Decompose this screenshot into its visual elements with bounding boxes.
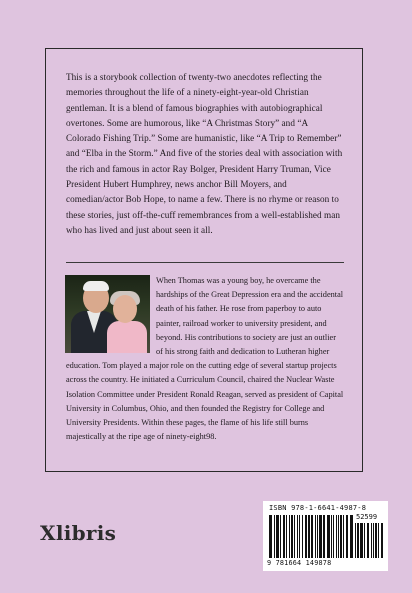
barcode-bar <box>311 515 313 558</box>
barcode-bar <box>297 515 298 558</box>
section-divider <box>66 262 344 263</box>
barcode-bar <box>286 515 287 558</box>
barcode-bar <box>315 515 316 558</box>
barcode-bar <box>299 515 300 558</box>
barcode-bar <box>317 515 318 558</box>
barcode-bar <box>371 523 372 558</box>
barcode-bar <box>346 515 348 558</box>
barcode-bar <box>302 515 303 558</box>
barcode-bar <box>280 515 281 558</box>
barcode-bar <box>367 523 369 558</box>
price-code: 52599 <box>356 513 378 521</box>
isbn-barcode <box>263 501 388 571</box>
barcode-bar <box>331 515 332 558</box>
publisher-logo: Xlibris <box>40 521 117 545</box>
author-bio-text: When Thomas was a young boy, he overcame the hardships of the Great Depression era and the accidental death of his father. He rose from paperboy to auto painter, railroad worker to university president, and beyond. His contributions to society are just an outlier of his strong faith and dedication to Lutheran higher education. Tom played a major role on the cutting edge of several startup projects across the country. He initiated a Curriculum Council, chaired the Nuclear Waste Isolation Committee under President Ronald Reagan, served as president of Capital University in Columbus, Ohio, and then founded the Registry for College and University Presidents. Within these pages, the flame of his life still burns majestically at the ripe age of ninety-eight98. <box>66 276 344 442</box>
barcode-bar <box>289 515 290 558</box>
barcode-bar <box>294 515 295 558</box>
barcode-bar <box>308 515 310 558</box>
barcode-bar <box>305 515 307 558</box>
barcode-bar <box>378 523 379 558</box>
barcode-digits: 9 781664 149878 <box>267 559 332 567</box>
barcode-bar <box>323 515 325 558</box>
barcode-bar <box>355 523 356 558</box>
barcode-bar <box>364 523 365 558</box>
barcode-bar <box>333 515 334 558</box>
barcode-bar <box>319 515 322 558</box>
barcode-bar <box>357 523 359 558</box>
barcode-main-bars <box>269 515 353 558</box>
barcode-bar <box>340 515 342 558</box>
barcode-bar <box>276 515 279 558</box>
barcode-bar <box>373 523 374 558</box>
barcode-bar <box>269 515 272 558</box>
barcode-addon-bars <box>355 523 383 558</box>
barcode-bar <box>343 515 344 558</box>
barcode-bar <box>375 523 377 558</box>
barcode-bar <box>381 523 383 558</box>
isbn-label: ISBN 978-1-6641-4987-8 <box>269 504 367 512</box>
back-cover-blurb: This is a storybook collection of twenty-two anecdotes reflecting the memories throughout the life of a ninety-eight-year-old Christian gentleman. It is a blend of famous biographies with autobiographical overtones. Some are humorous, like “A Christmas Story” and “A Colorado Fishing Trip.” Some are humanistic, like “A Trip to Remember” and “Elba in the Storm.” And five of the stories deal with association with the rich and famous in actor Ray Bolger, President Harry Truman, Vice President Hubert Humphrey, news anchor Bill Moyers, and comedian/actor Bob Hope, to name a few. There is no rhyme or reason to these stories, just off-the-cuff remembrances from a well-established man who has lived and just about seen it all. <box>66 72 343 235</box>
barcode-bar <box>274 515 275 558</box>
barcode-bar <box>360 523 363 558</box>
barcode-bar <box>338 515 339 558</box>
author-bio <box>66 274 344 444</box>
barcode-bar <box>291 515 293 558</box>
barcode-bar <box>283 515 285 558</box>
barcode-bar <box>336 515 337 558</box>
barcode-bar <box>350 515 353 558</box>
barcode-bar <box>327 515 330 558</box>
